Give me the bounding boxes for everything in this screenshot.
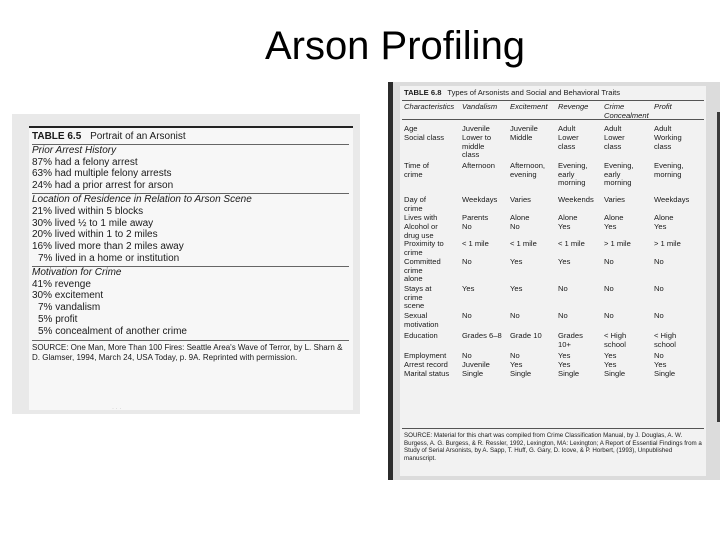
table-cell: No xyxy=(558,284,568,293)
table-cell: Evening, early morning xyxy=(558,161,588,188)
table-cell: Single xyxy=(462,369,484,378)
table-cell: No xyxy=(604,284,614,293)
table-cell: Lower class xyxy=(558,133,579,151)
table-6-5 xyxy=(29,126,353,410)
table-cell: Yes xyxy=(558,222,571,231)
table-6-5-item: 16% lived more than 2 miles away xyxy=(32,241,184,253)
table-6-5-source: SOURCE: One Man, More Than 100 Fires: Seattle Area's Wave of Terror, by L. Sharn & D. Glamser, 1994, March 24, USA Today, p. 9A. Reprinted with permission. xyxy=(32,340,349,363)
table-6-8-header xyxy=(404,88,620,97)
table-cell: No xyxy=(462,351,472,360)
table-6-5-item: 30% excitement xyxy=(32,290,104,302)
table-6-5-section-heading: Location of Residence in Relation to Arson Scene xyxy=(32,193,349,206)
table-cell: No xyxy=(462,257,472,266)
table-6-8-scan xyxy=(388,82,720,480)
table-cell: Yes xyxy=(558,360,571,369)
row-label: Day of crime xyxy=(404,195,426,213)
table-cell: No xyxy=(654,257,664,266)
table-cell: Adult xyxy=(558,124,576,133)
table-cell: Adult xyxy=(604,124,622,133)
table-cell: Juvenile xyxy=(462,124,490,133)
table-cell: No xyxy=(462,222,472,231)
table-6-5-section-heading: Motivation for Crime xyxy=(32,266,349,279)
table-cell: Single xyxy=(558,369,580,378)
table-cell: Varies xyxy=(604,195,625,204)
table-cell: Alone xyxy=(510,213,530,222)
table-cell: < High school xyxy=(604,331,627,349)
column-header: Revenge xyxy=(558,102,589,111)
table-6-8-rule-top xyxy=(402,100,704,101)
table-6-5-header xyxy=(32,131,349,143)
table-6-5-item: 7% vandalism xyxy=(38,302,101,314)
table-6-8-title: Types of Arsonists and Social and Behavioral Traits xyxy=(447,88,621,97)
table-cell: No xyxy=(510,351,520,360)
table-6-5-item: 63% had multiple felony arrests xyxy=(32,168,172,180)
table-cell: No xyxy=(604,311,614,320)
table-cell: Yes xyxy=(558,257,571,266)
table-cell: No xyxy=(558,311,568,320)
row-label: Proximity to crime xyxy=(404,239,444,257)
row-label: Lives with xyxy=(404,213,438,222)
table-6-8-number: TABLE 6.8 xyxy=(404,88,442,97)
table-cell: Weekends xyxy=(558,195,594,204)
table-cell: Single xyxy=(654,369,676,378)
table-cell: Working class xyxy=(654,133,682,151)
row-label: Social class xyxy=(404,133,445,142)
table-6-5-title: Portrait of an Arsonist xyxy=(90,131,186,142)
table-cell: Lower class xyxy=(604,133,625,151)
table-cell: Yes xyxy=(510,284,523,293)
table-6-5-item: 5% concealment of another crime xyxy=(38,325,187,337)
table-cell: Weekdays xyxy=(462,195,498,204)
row-label: Time of crime xyxy=(404,161,430,179)
table-cell: Yes xyxy=(654,360,667,369)
table-cell: Yes xyxy=(604,351,617,360)
table-6-8-source: SOURCE: Material for this chart was compiled from Crime Classification Manual, by J. Douglas, A. W. Burgess, A. G. Burgess, & R. Ressler, 1992, Lexington, MA: Lexington; A Report of Essential Findings from a Study of Serial Arsonists, by A. Sapp, T. Huff, G. Gary, D. Icove, & P. Horbert, (1993), Unpublished manuscript. xyxy=(404,432,702,462)
table-cell: Alone xyxy=(558,213,578,222)
table-cell: < 1 mile xyxy=(558,239,585,248)
table-cell: Grade 10 xyxy=(510,331,542,340)
table-cell: Yes xyxy=(654,222,667,231)
scan-artifact: · · · xyxy=(112,406,122,412)
table-cell: Yes xyxy=(510,257,523,266)
row-label: Stays at crime scene xyxy=(404,284,432,311)
table-6-8-rule-bottom xyxy=(402,428,704,429)
table-cell: < High school xyxy=(654,331,677,349)
table-cell: Evening, morning xyxy=(654,161,684,179)
table-cell: Yes xyxy=(558,351,571,360)
table-cell: Yes xyxy=(510,360,523,369)
slide-title: Arson Profiling xyxy=(264,24,526,68)
table-cell: No xyxy=(604,257,614,266)
table-cell: No xyxy=(654,351,664,360)
table-6-8-rule-header xyxy=(402,119,704,120)
table-cell: No xyxy=(654,311,664,320)
table-cell: Varies xyxy=(510,195,531,204)
table-cell: Afternoon xyxy=(462,161,495,170)
row-label: Alcohol or drug use xyxy=(404,222,438,240)
table-cell: No xyxy=(654,284,664,293)
row-label: Employment xyxy=(404,351,447,360)
table-6-5-item: 20% lived within 1 to 2 miles xyxy=(32,229,158,241)
column-header: Profit xyxy=(654,102,672,111)
table-cell: Weekdays xyxy=(654,195,690,204)
table-cell: Adult xyxy=(654,124,672,133)
table-cell: > 1 mile xyxy=(604,239,631,248)
table-cell: No xyxy=(510,311,520,320)
scan-edge-left xyxy=(388,82,393,480)
row-label: Sexual motivation xyxy=(404,311,439,329)
table-cell: Yes xyxy=(604,360,617,369)
table-6-8 xyxy=(400,86,706,476)
table-cell: Alone xyxy=(654,213,674,222)
table-cell: < 1 mile xyxy=(510,239,537,248)
column-header: Crime Concealment xyxy=(604,102,649,120)
table-cell: Juvenile xyxy=(510,124,538,133)
table-6-5-item: 7% lived in a home or institution xyxy=(38,252,180,264)
table-cell: > 1 mile xyxy=(654,239,681,248)
table-cell: Grades 10+ xyxy=(558,331,583,349)
table-cell: Alone xyxy=(604,213,624,222)
table-cell: No xyxy=(462,311,472,320)
table-6-5-section-heading: Prior Arrest History xyxy=(32,144,349,157)
column-header: Excitement xyxy=(510,102,548,111)
row-label: Arrest record xyxy=(404,360,448,369)
table-6-5-item: 41% revenge xyxy=(32,278,91,290)
table-cell: Evening, early morning xyxy=(604,161,634,188)
row-label: Committed crime alone xyxy=(404,257,441,284)
table-cell: Middle xyxy=(510,133,533,142)
row-label: Age xyxy=(404,124,418,133)
table-cell: No xyxy=(510,222,520,231)
table-cell: Single xyxy=(510,369,532,378)
table-cell: < 1 mile xyxy=(462,239,489,248)
table-6-5-scan xyxy=(12,114,360,414)
table-cell: Yes xyxy=(462,284,475,293)
table-6-5-number: TABLE 6.5 xyxy=(32,131,82,142)
column-header: Vandalism xyxy=(462,102,498,111)
column-header: Characteristics xyxy=(404,102,455,111)
table-cell: Grades 6–8 xyxy=(462,331,502,340)
table-6-5-item: 5% profit xyxy=(38,313,78,325)
table-cell: Afternoon, evening xyxy=(510,161,546,179)
table-6-5-item: 21% lived within 5 blocks xyxy=(32,205,144,217)
row-label: Marital status xyxy=(404,369,450,378)
table-cell: Lower to middle class xyxy=(462,133,492,160)
table-cell: Single xyxy=(604,369,626,378)
table-cell: Yes xyxy=(604,222,617,231)
row-label: Education xyxy=(404,331,438,340)
table-6-5-item: 24% had a prior arrest for arson xyxy=(32,180,174,192)
table-cell: Juvenile xyxy=(462,360,490,369)
table-6-5-item: 30% lived ½ to 1 mile away xyxy=(32,217,154,229)
table-6-5-item: 87% had a felony arrest xyxy=(32,156,138,168)
table-cell: Parents xyxy=(462,213,489,222)
